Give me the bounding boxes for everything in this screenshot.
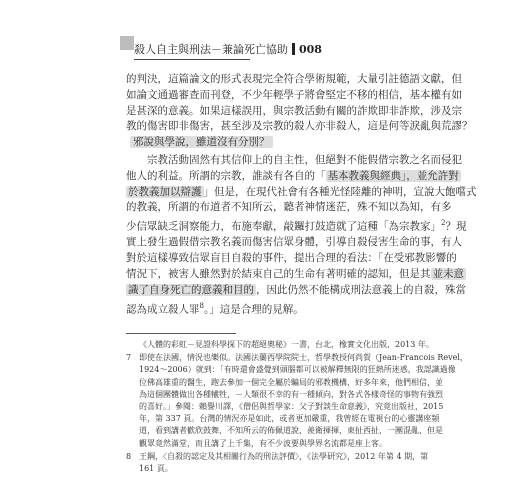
footnote (126, 352, 468, 450)
corner-decoration (120, 36, 134, 50)
text-line: 識了自身死亡的意義和目的 ，因此仍然不能構成刑法意義上的自殺，殊當 (128, 283, 466, 296)
text-line: 認為成立殺人罪$^8$。」這是合理的見解。 (126, 301, 304, 316)
footnote-line: 161 頁。 (139, 464, 173, 474)
text-line: 如論文通過審查而刊登，不少年輕學子將會堅定不移的相信，基本權有如 (126, 88, 462, 101)
footnote-line: 1924～2006）就到：「有時還會盛覺到頭腦都可以被解釋無限的狂熱所迷惑，我認識過像 (139, 365, 456, 375)
footnote-line: 觀眾竟然滿堂，而且講了上千集，有不少波要與學界名流都是座上客。 (139, 438, 387, 448)
header-rule (134, 59, 250, 60)
footnote-line: 《人體的彩虹－見證科學探下的超絕奧秘》一書，台北，橡實文化出版，2013 年。 (139, 340, 434, 349)
highlight-not-aware: 並未意 (432, 268, 464, 281)
text-line: 他人的利益。所謂的宗教，誰談有各自的「 基本教義與經典」，並允許對 (126, 169, 459, 182)
footnote (126, 339, 434, 351)
text-line: 少信眾缺乏洞察能力，布施奉獻，敲鑼打鼓造就了這種「為宗教家」$^2$？現 (126, 219, 467, 233)
text-line: 情況下，被害人雖然對於結束自己的生命有著明確的認知，但是其 並未意 (126, 268, 464, 281)
page-number: 008 (299, 43, 322, 56)
text-line: 實上發生過假借宗教名義而傷害信眾身體，引導自殺侵害生命的事，有人 (126, 236, 462, 249)
footnote-line: 7 即使在法國，情況也樂似。法國法蘭西學院院士，哲學教授何尚賀（Jean-Francois Revel， (126, 352, 408, 364)
footnote-mark: 7 (126, 353, 132, 363)
footnote-line: 8 王鋼，〈自殺的認定及其相關行為的刑法評價〉，《法學研究》，2012 年第 4 期，第 (126, 451, 408, 463)
footnote-ref[interactable]: 2 (441, 219, 446, 228)
footnote-line: 的喜好。」參閱：賴譽川譯，《僧侶與哲學家：父子對談生命意義》，究竟出版社，2015 (139, 402, 444, 412)
text-line: 對於這樣導致信眾盲目自殺的事件，提出合理的看法：「在受邪教影響的 (126, 252, 457, 265)
main-text (126, 72, 477, 318)
highlighted-question: 邪說與學說，雖道沒有分別？ (130, 136, 273, 148)
text-line: 的教義，所謂的布道者不知所云，聽者神情迷茫，殊不知以為知，有多 (126, 201, 452, 214)
footnotes (126, 339, 468, 476)
text-line: 的判決，這篇論文的形式表現完全符合學術規範，大量引註德語文獻，但 (126, 73, 462, 85)
footnote-line: 道，看到講者歡欣鼓舞，不知所云的佈佩道說，羨衛揮揮，東扯西扯，一團混亂，但是 (139, 426, 443, 436)
text-line: 是甚深的意義。如果這樣誤用，與宗教活動有關的詐欺即非詐欺，涉及宗 (126, 104, 462, 117)
paragraph-2 (126, 153, 477, 318)
paragraph-1 (126, 72, 473, 135)
footnote-mark: 8 (126, 451, 132, 461)
text-line: 教的傷害即非傷害，甚至涉及宗教的殺人亦非殺人，這是何等淚亂與荒謬？ (126, 120, 473, 133)
highlight-basic-doctrine: 基本教義與經典」，並允許對 (327, 169, 459, 182)
text-line: 於教義加以辯護 」但是，在現代社會有各種光怪陸離的神明，宣說大飽嚐式 (128, 185, 477, 198)
footnote-rule (126, 333, 236, 334)
running-title: 殺人自主與刑法－兼論死亡協助 (134, 43, 288, 56)
running-header (134, 42, 434, 58)
footnote-line: 年，第 337 頁。台灣的情況亦是如此，或者更加嚴重，我曾經在電視台的心靈講座頻 (139, 414, 440, 424)
footnote-ref[interactable]: 8 (199, 301, 204, 310)
highlight-meaning-purpose: 識了自身死亡的意義和目的 (128, 283, 254, 296)
highlight-defend-doctrine: 於教義加以辯護 (128, 185, 202, 198)
question-line (130, 135, 408, 151)
footnote (126, 451, 429, 475)
footnote-line: 位佛高雄重的醫生，跑去參加一個完全屬於騙局的邪教機構，好多年來，他們相信，並 (139, 377, 443, 387)
text-line: 宗教活動固然有其信仰上的自主性，但絕對不能假借宗教之名而侵犯 (147, 153, 462, 166)
header-separator (292, 43, 295, 55)
footnote-line: 為這個團體做出各種犧牲，－人類很不幸的有一種傾向，對各式各樣奇怪的事物有強烈 (139, 389, 443, 399)
